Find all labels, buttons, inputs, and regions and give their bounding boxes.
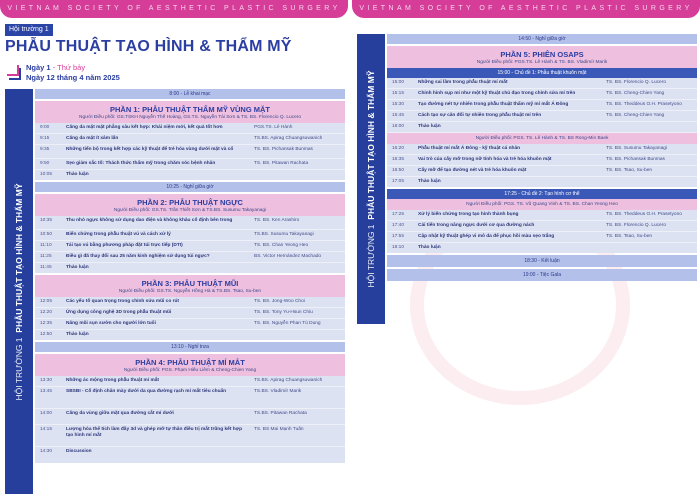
- session-header: [387, 46, 697, 68]
- talk-speaker: TS. BS Mai Mạnh Tuấn: [254, 427, 304, 432]
- talk-speaker: TS.BS. Susumu Takayanagi: [254, 232, 314, 237]
- session-title: PHẦN 5: PHIÊN OSAPS: [500, 50, 584, 59]
- table-row: [387, 221, 697, 232]
- break-bar: 14:50 - Nghỉ giữa giờ: [387, 34, 697, 44]
- corner-bracket-icon: [7, 65, 21, 81]
- talk-topic: Lượng hóa thể tích làm đầy 3d và ghép mỡ tự thân điều trị mắt trũng kết hợp tạo hình mí mắt: [66, 427, 243, 438]
- talk-time: 14:00: [40, 411, 53, 416]
- talk-time: 16:50: [392, 168, 405, 173]
- talk-topic: Những sai lầm trong phẫu thuật mí mắt: [418, 80, 508, 85]
- table-row: [387, 111, 697, 122]
- topic-bar: 17:25 - Chủ đề 2: Tạo hình cơ thể: [387, 189, 697, 199]
- talk-speaker: TS.BS. Apirag Chuangsuwanich: [254, 378, 323, 383]
- table-row: [387, 210, 697, 221]
- talk-time: 17:40: [392, 223, 405, 228]
- session-moderators: Người Điều phối: PGS. TS. Lê Hành & TS. BS Rong-Min Baek: [475, 136, 609, 141]
- session-moderators: Người Điều phối: GS.TS. Nguyễn Hồng Hà & TS.BS. Tsao, Su-ben: [118, 289, 262, 294]
- talk-time: 12:20: [40, 310, 53, 315]
- session-header: [387, 199, 697, 210]
- table-row: [35, 330, 345, 340]
- table-row: [387, 144, 697, 155]
- closing-bar: 18:30 - Kết luận: [387, 255, 697, 267]
- talk-time: 17:25: [392, 212, 405, 217]
- hall-sidebar: [5, 89, 33, 494]
- topic-bar: 15:00 - Chủ đề 1: Phẫu thuật khuôn mặt: [387, 68, 697, 78]
- table-row: [35, 409, 345, 425]
- session-title: PHẦN 2: PHẪU THUẬT NGỰC: [137, 198, 243, 207]
- gala-bar: 19:00 - Tiệc Gala: [387, 269, 697, 281]
- table-row: [387, 177, 697, 187]
- talk-time: 13:30: [40, 378, 53, 383]
- talk-time: 16:35: [392, 157, 405, 162]
- talk-time: 10:05: [40, 172, 53, 177]
- talk-topic: Thảo luận: [418, 245, 441, 250]
- talk-time: 9:15: [40, 136, 50, 141]
- sidebar-vertical-label: [14, 183, 24, 400]
- talk-time: 18:10: [392, 245, 405, 250]
- talk-speaker: TS. BS. Ken Arashiro: [254, 218, 300, 223]
- society-banner: VIETNAM SOCIETY OF AESTHETIC PLASTIC SURGERY: [0, 0, 348, 18]
- talk-time: 9:00: [40, 125, 50, 130]
- day-separator: -: [50, 63, 58, 72]
- lunch-bar: 13:10 - Nghỉ trưa: [35, 342, 345, 352]
- session-title: PHẦN 3: PHẪU THUẬT MŨI: [141, 279, 239, 288]
- talk-speaker: TS. BS. Tsao, Su-ben: [606, 234, 653, 239]
- talk-topic: Các yếu tố quan trọng trong chỉnh sửa mũi co rút: [66, 299, 180, 304]
- table-row: [35, 263, 345, 273]
- break-bar: 10:25 - Nghỉ giữa giờ: [35, 182, 345, 192]
- talk-speaker: TS. BS. Jong-Woo Choi: [254, 299, 305, 304]
- schedule-left: [35, 89, 345, 465]
- talk-speaker: TS. BS. Tsao, Su-ben: [606, 168, 653, 173]
- session-header: [35, 354, 345, 376]
- sidebar-hall: HỘI TRƯỜNG 1: [14, 336, 24, 400]
- hall-sidebar: [357, 34, 385, 324]
- table-row: [387, 122, 697, 133]
- talk-topic: Ứng dụng công nghệ 3D trong phẫu thuật mũi: [66, 310, 172, 315]
- session-moderators: Người Điều phối: GS.TSKH Nguyễn Thế Hoàng, GS.TS. Nguyễn Tài Sơn & TS. BS. Florencio Q. Lucero: [79, 115, 301, 120]
- talk-time: 15:30: [392, 102, 405, 107]
- table-row: [35, 159, 345, 170]
- talk-topic: Cập nhật kỹ thuật ghép vi mô da để phục hồi màu sẹo trắng: [418, 234, 555, 239]
- table-row: [35, 170, 345, 180]
- table-row: [35, 319, 345, 330]
- talk-time: 11:25: [40, 254, 52, 259]
- session-4: [35, 354, 345, 463]
- table-row: [35, 447, 345, 463]
- session-moderators: Người Điều phối: PGS.TS. Lê Hành & TS. BS. Vladimír Marik: [476, 60, 608, 65]
- talk-speaker: TS. BS. Florencio Q. Lucero: [606, 223, 666, 228]
- opening-bar: 8:00 - Lễ khai mạc: [35, 89, 345, 99]
- talk-speaker: TS.BS. Apirag Chuangsuwanich: [254, 136, 323, 141]
- talk-speaker: TS. BS. Florencio Q. Lucero: [606, 80, 666, 85]
- table-row: [35, 297, 345, 308]
- sidebar-vertical-label: [366, 71, 376, 288]
- talk-time: 15:00: [392, 80, 405, 85]
- talk-time: 10:35: [40, 218, 53, 223]
- talk-topic: Những tiến bộ trong kết hợp các kỹ thuật để trẻ hóa vùng dưới mặt và cổ: [66, 147, 234, 152]
- talk-time: 13:45: [40, 389, 53, 394]
- talk-topic: Tạo đường nét tự nhiên trong phẫu thuật thẩm mỹ mí mắt Á Đông: [418, 102, 569, 107]
- talk-speaker: BS. Victor Hernández Machado: [254, 254, 322, 259]
- table-row: [35, 145, 345, 159]
- program-page-right: [352, 0, 700, 500]
- talk-time: 16:20: [392, 146, 405, 151]
- talk-time: 10:50: [40, 232, 53, 237]
- session-header: [35, 275, 345, 297]
- talk-speaker: TS. BS. Nguyễn Phan Tú Dung: [254, 321, 321, 326]
- talk-topic: Căng da mặt ít xâm lấn: [66, 136, 119, 141]
- session-header: [35, 101, 345, 123]
- talk-topic: Nâng mũi sụn sườn cho người lớn tuổi: [66, 321, 156, 326]
- session-moderators: Người Điều phối: PGS. Phạm Hiếu Liêm & Cheng-Chien Yang: [123, 368, 257, 373]
- table-row: [35, 134, 345, 145]
- talk-speaker: TS. BS. Pitawan Rachata: [254, 161, 309, 166]
- talk-topic: Biến chứng trong phẫu thuật vú và cách xử lý: [66, 232, 171, 237]
- session-header: [387, 133, 697, 144]
- table-row: [387, 155, 697, 166]
- day-number: Ngày 1: [26, 63, 51, 72]
- talk-topic: Điều gì đã thay đổi sau 25 năm kinh nghiệm sử dụng túi ngực?: [66, 254, 210, 259]
- talk-topic: Thảo luận: [66, 265, 89, 270]
- table-row: [387, 100, 697, 111]
- talk-topic: Cải tiến trong nâng ngực dưới cơ qua đường nách: [418, 223, 535, 228]
- talk-time: 17:55: [392, 234, 405, 239]
- talk-time: 16:00: [392, 124, 405, 129]
- table-row: [387, 78, 697, 89]
- talk-time: 15:15: [392, 91, 405, 96]
- talk-speaker: TS. BS. Tony Yu-Hsun Chiu: [254, 310, 313, 315]
- table-row: [35, 376, 345, 387]
- session-header: [35, 194, 345, 216]
- talk-topic: Thảo luận: [418, 124, 441, 129]
- talk-time: 12:35: [40, 321, 53, 326]
- sidebar-hall: HỘI TRƯỜNG 1: [366, 224, 376, 288]
- talk-topic: Phẫu thuật mí mắt Á Đông - kỹ thuật cá nhân: [418, 146, 521, 151]
- talk-time: 12:05: [40, 299, 53, 304]
- talk-topic: Cấy mỡ để tạo đường nét và trẻ hóa khuôn mặt: [418, 168, 527, 173]
- talk-time: 17:05: [392, 179, 405, 184]
- day-label: [26, 63, 85, 72]
- talk-topic: Sẹo giảm sắc tố: Thách thức thẩm mỹ trong chăm sóc bệnh nhân: [66, 161, 216, 166]
- talk-speaker: TS. BS. Cheng-Chien Yang: [606, 113, 665, 118]
- talk-time: 12:50: [40, 332, 53, 337]
- talk-time: 9:50: [40, 161, 50, 166]
- talk-speaker: PGS.TS. Lê Hành: [254, 125, 293, 130]
- schedule-right: [387, 34, 697, 283]
- session-title: PHẦN 4: PHẪU THUẬT MÍ MẮT: [135, 358, 245, 367]
- talk-speaker: TS. BS. Pichansak Bunmas: [254, 147, 313, 152]
- table-row: [35, 241, 345, 252]
- talk-topic: Chỉnh hình sụp mí như một kỹ thuật chủ đạo trong chỉnh sửa mí trên: [418, 91, 576, 96]
- talk-topic: Thảo luận: [418, 179, 441, 184]
- session-moderators: Người Điều phối: GS.TS. Trần Thiết Sơn & TS.BS. Susumu Takayanagi: [113, 208, 267, 213]
- sidebar-title: PHẪU THUẬT TẠO HÌNH & THẨM MỸ: [366, 70, 376, 220]
- session-5-topic-2: [387, 189, 697, 253]
- talk-speaker: TS. BS. Chan Yeong Heo: [254, 243, 309, 248]
- table-row: [35, 216, 345, 230]
- talk-topic: Thảo luận: [66, 172, 89, 177]
- session-1: [35, 101, 345, 180]
- talk-speaker: TS. BS. Susumu Takayanagi: [606, 146, 667, 151]
- talk-speaker: TS. BS. Pichansak Bunmas: [606, 157, 665, 162]
- table-row: [35, 387, 345, 409]
- talk-speaker: TS.BS. Vladimír Marik: [254, 389, 302, 394]
- table-row: [35, 123, 345, 134]
- table-row: [35, 252, 345, 263]
- talk-speaker: TS.BS. Pitawan Rachata: [254, 411, 307, 416]
- talk-topic: Thu nhỏ ngực không sử dụng dao điện và không khâu cố định bên trong: [66, 218, 233, 223]
- talk-topic: Những ác mộng trong phẫu thuật mí mắt: [66, 378, 160, 383]
- session-2: [35, 194, 345, 273]
- sidebar-title: PHẪU THUẬT TẠO HÌNH & THẨM MỸ: [14, 183, 24, 333]
- table-row: [35, 425, 345, 447]
- talk-topic: Căng da mặt mặt phẳng sâu kết hợp: Khái niệm mới, kết quả tốt hơn: [66, 125, 223, 130]
- society-banner: VIETNAM SOCIETY OF AESTHETIC PLASTIC SURGERY: [352, 0, 700, 18]
- talk-time: 14:15: [40, 427, 53, 432]
- talk-topic: Tái tạo vú bằng phương pháp đặt túi trực tiếp (DTI): [66, 243, 183, 248]
- day-weekday: Thứ bảy: [57, 63, 86, 72]
- talk-speaker: TS. BS. Theddeus O.H. Prasetyono: [606, 102, 682, 107]
- talk-time: 9:35: [40, 147, 50, 152]
- table-row: [35, 230, 345, 241]
- session-5: [387, 46, 697, 187]
- program-page-left: [0, 0, 348, 500]
- talk-topic: Discussion: [66, 449, 92, 454]
- talk-topic: Vai trò của cấy mỡ trong nữ tính hóa và trẻ hóa khuôn mặt: [418, 157, 552, 162]
- talk-topic: Xử lý biến chứng trong tạo hình thành bụng: [418, 212, 519, 217]
- table-row: [387, 232, 697, 243]
- talk-time: 11:45: [40, 265, 52, 270]
- talk-topic: SBSBI - Cố định chân mày dưới da qua đường rạch mí mắt tiêu chuẩn: [66, 389, 227, 394]
- session-moderators: Người Điều phối: PGS. TS. Vũ Quang Vinh & TS. BS. Chan Yeong Heo: [466, 202, 618, 207]
- hall-tag: Hội trường 1: [5, 24, 53, 36]
- table-row: [35, 308, 345, 319]
- talk-topic: Thảo luận: [66, 332, 89, 337]
- table-row: [387, 243, 697, 253]
- talk-topic: Căng da vùng giữa mặt qua đường cắt mí dưới: [66, 411, 174, 416]
- talk-time: 11:10: [40, 243, 52, 248]
- talk-topic: Cách tạo sự cân đối tự nhiên trong phẫu thuật mí trên: [418, 113, 542, 118]
- table-row: [387, 166, 697, 177]
- table-row: [387, 89, 697, 100]
- page-title: PHẪU THUẬT TẠO HÌNH & THẨM MỸ: [5, 38, 292, 55]
- session-3: [35, 275, 345, 340]
- talk-time: 14:30: [40, 449, 53, 454]
- talk-time: 15:45: [392, 113, 405, 118]
- talk-speaker: TS. BS. Theddeus O.H. Prasetyono: [606, 212, 682, 217]
- talk-speaker: TS. BS. Cheng-Chien Yang: [606, 91, 665, 96]
- session-title: PHẦN 1: PHẪU THUẬT THẨM MỸ VÙNG MẶT: [110, 105, 270, 114]
- day-date: Ngày 12 tháng 4 năm 2025: [26, 73, 120, 82]
